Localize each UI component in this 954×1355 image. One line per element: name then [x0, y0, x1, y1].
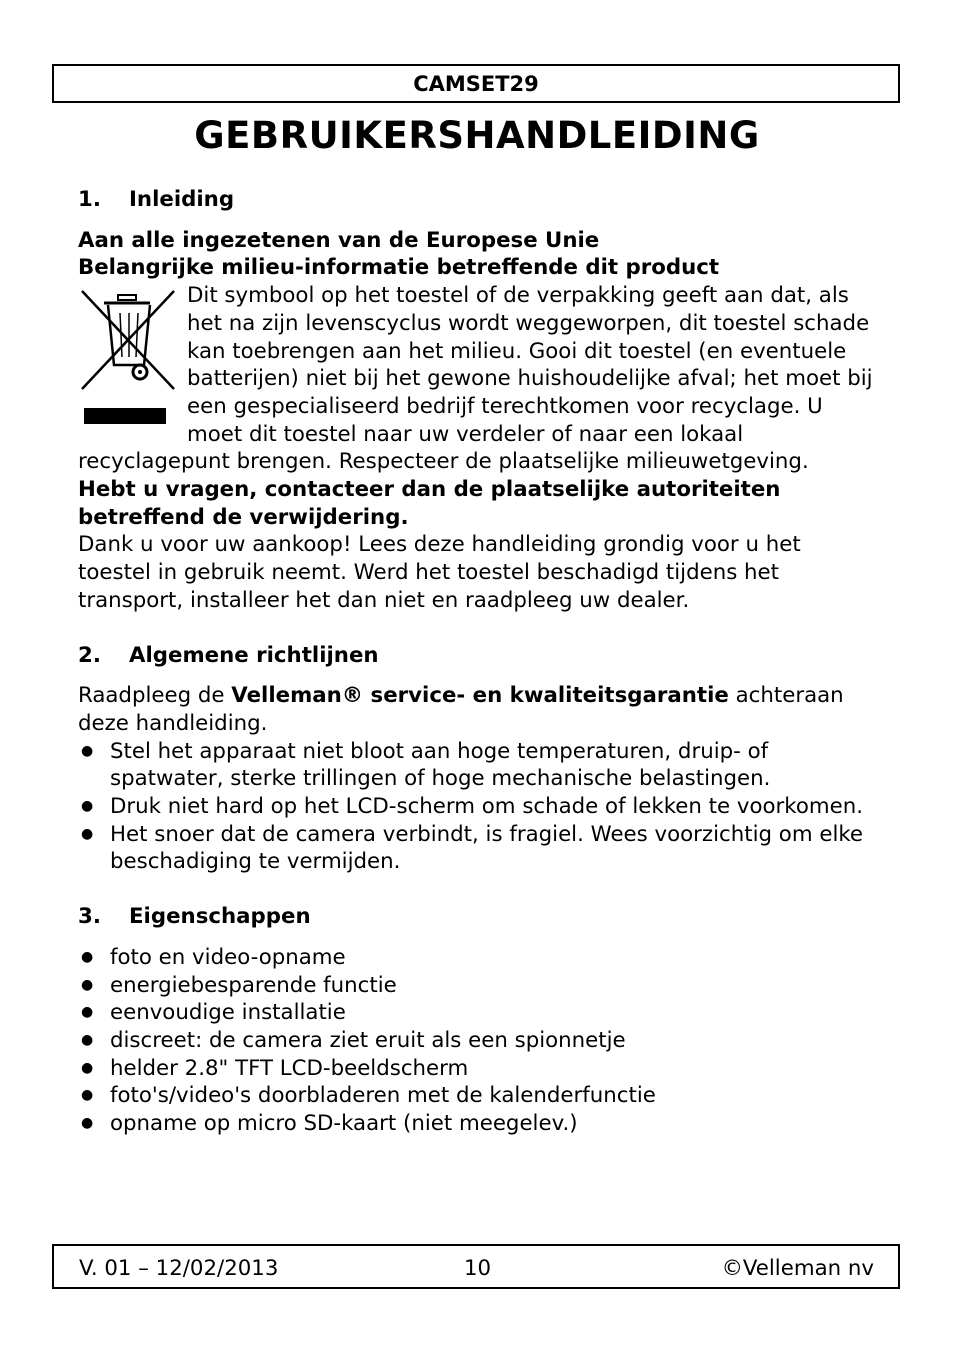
section-title: Inleiding [129, 187, 235, 212]
section-title: Eigenschappen [129, 904, 311, 930]
page-title: GEBRUIKERSHANDLEIDING [194, 114, 760, 157]
bullet-dot-icon: ● [81, 742, 94, 759]
section-number: 2. [78, 642, 101, 668]
bullet-dot-icon: ● [81, 1004, 94, 1021]
features-bullet-list [78, 944, 878, 1138]
list-item: ● Stel het apparaat niet bloot aan hoge temperaturen, druip- of spatwater, sterke trillingen of hoge mechanische belastingen. [81, 738, 771, 792]
bullet-dot-icon: ● [81, 825, 94, 842]
list-item: ● energiebesparende functie [81, 972, 397, 998]
page-number: 10 [464, 1256, 492, 1281]
section-heading-3 [78, 903, 878, 931]
copyright-text: ©Velleman nv [721, 1256, 874, 1281]
list-item: ● eenvoudige installatie [81, 1000, 346, 1026]
section-title: Algemene richtlijnen [129, 642, 379, 668]
section-number: 1. [78, 187, 101, 212]
thanks-text: Dank u voor uw aankoop! Lees deze handleiding grondig voor u het toestel in gebruik neemt. Werd het toestel beschadigd tijdens het transport, installeer het dan niet en raadpleeg uw dealer. [78, 532, 801, 613]
lead-suffix: achteraan deze handleiding. [78, 683, 844, 736]
list-item: ● opname op micro SD-kaart (niet meegelev.) [81, 1111, 578, 1137]
list-item: ● discreet: de camera ziet eruit als een spionnetje [81, 1027, 626, 1053]
eu-heading-2: Belangrijke milieu-informatie betreffende dit product [78, 255, 720, 281]
lead-bold: Velleman® service- en kwaliteitsgarantie [231, 683, 729, 709]
general-bullet-list [78, 738, 878, 877]
content [78, 186, 878, 1138]
questions-text: Hebt u vragen, contacteer dan de plaatselijke autoriteiten betreffend de verwijdering. [78, 477, 781, 530]
bullet-dot-icon: ● [81, 1031, 94, 1048]
crossed-out-wheelie-bin-icon [78, 285, 178, 424]
bullet-dot-icon: ● [81, 948, 94, 965]
list-item: ● foto en video-opname [81, 944, 346, 970]
version-text: V. 01 – 12/02/2013 [79, 1256, 279, 1281]
model-name: CAMSET29 [413, 71, 539, 96]
header-box [52, 64, 900, 103]
bullet-dot-icon: ● [81, 976, 94, 993]
eu-heading-1: Aan alle ingezetenen van de Europese Unie [78, 227, 600, 253]
list-item: ● Het snoer dat de camera verbindt, is fragiel. Wees voorzichtig om elke beschadiging te vermijden. [81, 821, 864, 875]
section-heading-2 [78, 642, 878, 670]
list-item: ● helder 2.8" TFT LCD-beeldscherm [81, 1055, 469, 1081]
section-heading-1 [78, 186, 878, 214]
footer-box [52, 1244, 900, 1289]
weee-text: Dit symbool op het toestel of de verpakking geeft aan dat, als het na zijn levenscyclus wordt weggeworpen, dit toestel schade kan toebrengen aan het milieu. Gooi dit toestel (en eventuele batterijen) niet bij het gewone huishoudelijke afval; het moet bij een gespecialiseerd bedrijf terechtkomen voor recyclage. U moet dit toestel naar uw verdeler of naar een lokaal recyclagepunt brengen. Respecteer de plaatselijke milieuwetgeving. [78, 283, 873, 475]
lead-prefix: Raadpleeg de [78, 683, 232, 709]
list-item: ● foto's/video's doorbladeren met de kalenderfunctie [81, 1083, 656, 1109]
bullet-dot-icon: ● [81, 1115, 94, 1132]
bullet-dot-icon: ● [81, 1059, 94, 1076]
weee-symbol [78, 285, 184, 424]
section-number: 3. [78, 904, 101, 930]
general-lead [78, 682, 878, 737]
list-item: ● Druk niet hard op het LCD-scherm om schade of lekken te voorkomen. [81, 794, 864, 820]
bullet-dot-icon: ● [81, 798, 94, 815]
bullet-dot-icon: ● [81, 1087, 94, 1104]
